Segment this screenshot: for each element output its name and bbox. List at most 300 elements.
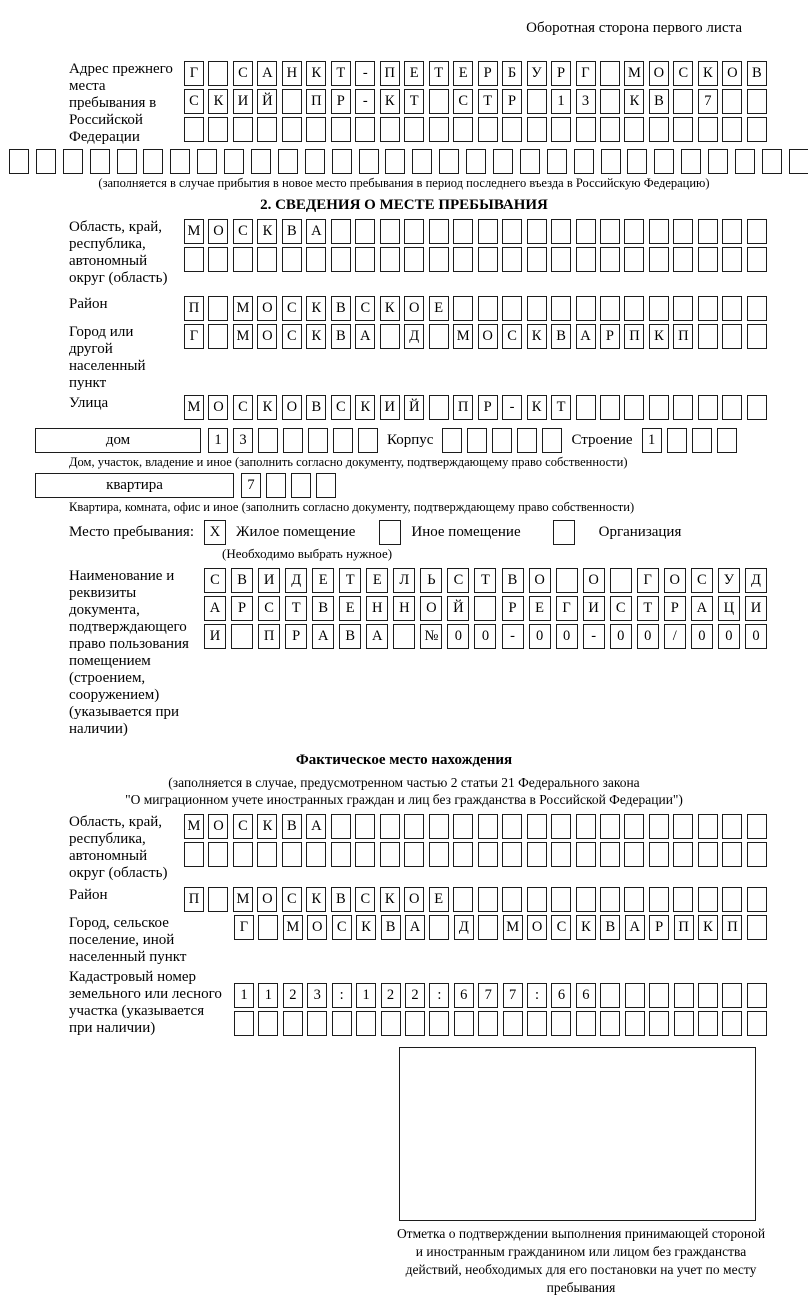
- char-box[interactable]: [429, 814, 449, 839]
- char-box[interactable]: 0: [474, 624, 496, 649]
- char-box[interactable]: К: [649, 324, 669, 349]
- char-box[interactable]: [547, 149, 567, 174]
- char-box[interactable]: П: [380, 61, 400, 86]
- char-box[interactable]: [576, 296, 596, 321]
- char-box[interactable]: Т: [404, 89, 424, 114]
- char-box[interactable]: У: [527, 61, 547, 86]
- char-box[interactable]: К: [624, 89, 644, 114]
- char-box[interactable]: [266, 473, 286, 498]
- house-type-box[interactable]: дом: [35, 428, 201, 453]
- char-box[interactable]: Г: [637, 568, 659, 593]
- char-box[interactable]: [454, 1011, 474, 1036]
- char-box[interactable]: [478, 1011, 498, 1036]
- char-box[interactable]: [698, 983, 718, 1008]
- char-box[interactable]: [258, 1011, 278, 1036]
- char-box[interactable]: [747, 296, 767, 321]
- char-box[interactable]: [355, 219, 375, 244]
- char-box[interactable]: [316, 473, 336, 498]
- char-box[interactable]: [332, 1011, 352, 1036]
- char-box[interactable]: [574, 149, 594, 174]
- char-box[interactable]: [722, 983, 742, 1008]
- char-box[interactable]: [747, 814, 767, 839]
- char-box[interactable]: К: [208, 89, 228, 114]
- char-box[interactable]: [717, 428, 737, 453]
- char-box[interactable]: В: [231, 568, 253, 593]
- char-box[interactable]: [429, 324, 449, 349]
- char-box[interactable]: Р: [649, 915, 669, 940]
- char-box[interactable]: К: [306, 324, 326, 349]
- char-box[interactable]: М: [184, 814, 204, 839]
- char-box[interactable]: О: [307, 915, 327, 940]
- char-box[interactable]: [439, 149, 459, 174]
- char-box[interactable]: А: [355, 324, 375, 349]
- char-box[interactable]: П: [673, 324, 693, 349]
- char-box[interactable]: Т: [637, 596, 659, 621]
- char-box[interactable]: П: [453, 395, 473, 420]
- char-box[interactable]: Н: [282, 61, 302, 86]
- char-box[interactable]: С: [691, 568, 713, 593]
- char-box[interactable]: [625, 983, 645, 1008]
- char-box[interactable]: [258, 428, 278, 453]
- char-box[interactable]: [673, 814, 693, 839]
- char-box[interactable]: [429, 117, 449, 142]
- char-box[interactable]: :: [429, 983, 449, 1008]
- char-box[interactable]: [576, 117, 596, 142]
- char-box[interactable]: [466, 149, 486, 174]
- char-box[interactable]: А: [366, 624, 388, 649]
- organization-checkbox[interactable]: [553, 520, 575, 545]
- char-box[interactable]: [404, 117, 424, 142]
- char-box[interactable]: С: [282, 296, 302, 321]
- char-box[interactable]: Т: [285, 596, 307, 621]
- char-box[interactable]: [251, 149, 271, 174]
- char-box[interactable]: С: [204, 568, 226, 593]
- char-box[interactable]: Т: [551, 395, 571, 420]
- char-box[interactable]: [722, 247, 742, 272]
- char-box[interactable]: [517, 428, 537, 453]
- char-box[interactable]: А: [625, 915, 645, 940]
- char-box[interactable]: [698, 814, 718, 839]
- char-box[interactable]: 1: [642, 428, 662, 453]
- char-box[interactable]: [747, 117, 767, 142]
- char-box[interactable]: [649, 983, 669, 1008]
- char-box[interactable]: В: [649, 89, 669, 114]
- char-box[interactable]: [735, 149, 755, 174]
- char-box[interactable]: [722, 324, 742, 349]
- char-box[interactable]: Г: [556, 596, 578, 621]
- char-box[interactable]: [747, 324, 767, 349]
- char-box[interactable]: 0: [610, 624, 632, 649]
- char-box[interactable]: [63, 149, 83, 174]
- char-box[interactable]: А: [312, 624, 334, 649]
- char-box[interactable]: [627, 149, 647, 174]
- char-box[interactable]: М: [233, 296, 253, 321]
- char-box[interactable]: [332, 149, 352, 174]
- char-box[interactable]: [478, 915, 498, 940]
- char-box[interactable]: [747, 395, 767, 420]
- char-box[interactable]: Й: [257, 89, 277, 114]
- char-box[interactable]: [625, 1011, 645, 1036]
- char-box[interactable]: [502, 247, 522, 272]
- char-box[interactable]: Е: [529, 596, 551, 621]
- char-box[interactable]: [385, 149, 405, 174]
- char-box[interactable]: А: [204, 596, 226, 621]
- char-box[interactable]: Е: [429, 887, 449, 912]
- char-box[interactable]: К: [527, 395, 547, 420]
- char-box[interactable]: С: [355, 887, 375, 912]
- char-box[interactable]: В: [312, 596, 334, 621]
- char-box[interactable]: [722, 814, 742, 839]
- char-box[interactable]: М: [184, 219, 204, 244]
- char-box[interactable]: [492, 428, 512, 453]
- char-box[interactable]: [184, 117, 204, 142]
- char-box[interactable]: С: [331, 395, 351, 420]
- char-box[interactable]: [747, 887, 767, 912]
- char-box[interactable]: [673, 117, 693, 142]
- char-box[interactable]: [257, 117, 277, 142]
- char-box[interactable]: [208, 842, 228, 867]
- char-box[interactable]: П: [184, 296, 204, 321]
- char-box[interactable]: 7: [698, 89, 718, 114]
- char-box[interactable]: К: [527, 324, 547, 349]
- char-box[interactable]: Е: [312, 568, 334, 593]
- char-box[interactable]: [698, 324, 718, 349]
- char-box[interactable]: [429, 247, 449, 272]
- char-box[interactable]: М: [453, 324, 473, 349]
- char-box[interactable]: [542, 428, 562, 453]
- char-box[interactable]: О: [420, 596, 442, 621]
- char-box[interactable]: В: [381, 915, 401, 940]
- char-box[interactable]: О: [404, 296, 424, 321]
- char-box[interactable]: [600, 983, 620, 1008]
- char-box[interactable]: [355, 814, 375, 839]
- char-box[interactable]: [600, 887, 620, 912]
- char-box[interactable]: [453, 887, 473, 912]
- char-box[interactable]: [624, 395, 644, 420]
- char-box[interactable]: [722, 395, 742, 420]
- char-box[interactable]: [520, 149, 540, 174]
- char-box[interactable]: [649, 117, 669, 142]
- char-box[interactable]: М: [184, 395, 204, 420]
- char-box[interactable]: [722, 842, 742, 867]
- char-box[interactable]: О: [257, 887, 277, 912]
- char-box[interactable]: 1: [551, 89, 571, 114]
- char-box[interactable]: -: [502, 624, 524, 649]
- char-box[interactable]: [429, 219, 449, 244]
- char-box[interactable]: [429, 1011, 449, 1036]
- char-box[interactable]: [333, 428, 353, 453]
- char-box[interactable]: [556, 568, 578, 593]
- char-box[interactable]: К: [576, 915, 596, 940]
- char-box[interactable]: [429, 395, 449, 420]
- char-box[interactable]: Г: [234, 915, 254, 940]
- char-box[interactable]: [478, 219, 498, 244]
- char-box[interactable]: О: [208, 814, 228, 839]
- char-box[interactable]: 0: [637, 624, 659, 649]
- char-box[interactable]: [233, 117, 253, 142]
- char-box[interactable]: К: [306, 887, 326, 912]
- char-box[interactable]: [600, 842, 620, 867]
- char-box[interactable]: [305, 149, 325, 174]
- char-box[interactable]: [453, 219, 473, 244]
- char-box[interactable]: [355, 247, 375, 272]
- char-box[interactable]: О: [527, 915, 547, 940]
- char-box[interactable]: [258, 915, 278, 940]
- char-box[interactable]: [624, 219, 644, 244]
- char-box[interactable]: [478, 842, 498, 867]
- char-box[interactable]: [649, 842, 669, 867]
- char-box[interactable]: [197, 149, 217, 174]
- char-box[interactable]: С: [233, 814, 253, 839]
- char-box[interactable]: [600, 89, 620, 114]
- char-box[interactable]: Е: [429, 296, 449, 321]
- char-box[interactable]: [405, 1011, 425, 1036]
- char-box[interactable]: А: [306, 814, 326, 839]
- char-box[interactable]: [453, 842, 473, 867]
- char-box[interactable]: И: [258, 568, 280, 593]
- char-box[interactable]: [356, 1011, 376, 1036]
- char-box[interactable]: Т: [339, 568, 361, 593]
- char-box[interactable]: [208, 117, 228, 142]
- char-box[interactable]: [600, 296, 620, 321]
- char-box[interactable]: [527, 1011, 547, 1036]
- char-box[interactable]: А: [576, 324, 596, 349]
- char-box[interactable]: [380, 219, 400, 244]
- char-box[interactable]: [478, 247, 498, 272]
- char-box[interactable]: О: [282, 395, 302, 420]
- char-box[interactable]: С: [282, 887, 302, 912]
- char-box[interactable]: [380, 842, 400, 867]
- char-box[interactable]: Л: [393, 568, 415, 593]
- char-box[interactable]: Р: [478, 395, 498, 420]
- char-box[interactable]: [233, 842, 253, 867]
- char-box[interactable]: [359, 149, 379, 174]
- char-box[interactable]: К: [698, 61, 718, 86]
- char-box[interactable]: -: [355, 89, 375, 114]
- char-box[interactable]: [624, 117, 644, 142]
- char-box[interactable]: П: [306, 89, 326, 114]
- char-box[interactable]: В: [502, 568, 524, 593]
- char-box[interactable]: [551, 296, 571, 321]
- char-box[interactable]: [722, 296, 742, 321]
- char-box[interactable]: 0: [718, 624, 740, 649]
- char-box[interactable]: [412, 149, 432, 174]
- char-box[interactable]: А: [257, 61, 277, 86]
- char-box[interactable]: 0: [556, 624, 578, 649]
- char-box[interactable]: [551, 117, 571, 142]
- char-box[interactable]: -: [355, 61, 375, 86]
- char-box[interactable]: [624, 247, 644, 272]
- char-box[interactable]: [698, 117, 718, 142]
- char-box[interactable]: [673, 296, 693, 321]
- char-box[interactable]: 0: [529, 624, 551, 649]
- char-box[interactable]: [233, 247, 253, 272]
- char-box[interactable]: [527, 89, 547, 114]
- char-box[interactable]: Т: [478, 89, 498, 114]
- char-box[interactable]: О: [404, 887, 424, 912]
- char-box[interactable]: [331, 219, 351, 244]
- char-box[interactable]: [667, 428, 687, 453]
- char-box[interactable]: [576, 1011, 596, 1036]
- char-box[interactable]: [698, 247, 718, 272]
- char-box[interactable]: [649, 1011, 669, 1036]
- char-box[interactable]: [429, 89, 449, 114]
- char-box[interactable]: [624, 296, 644, 321]
- apartment-type-box[interactable]: квартира: [35, 473, 234, 498]
- char-box[interactable]: [502, 117, 522, 142]
- char-box[interactable]: -: [502, 395, 522, 420]
- char-box[interactable]: [478, 814, 498, 839]
- char-box[interactable]: О: [478, 324, 498, 349]
- char-box[interactable]: [576, 887, 596, 912]
- char-box[interactable]: У: [718, 568, 740, 593]
- char-box[interactable]: 0: [691, 624, 713, 649]
- char-box[interactable]: [208, 247, 228, 272]
- char-box[interactable]: [9, 149, 29, 174]
- char-box[interactable]: Р: [231, 596, 253, 621]
- char-box[interactable]: И: [233, 89, 253, 114]
- char-box[interactable]: Ь: [420, 568, 442, 593]
- char-box[interactable]: -: [583, 624, 605, 649]
- char-box[interactable]: А: [306, 219, 326, 244]
- char-box[interactable]: О: [722, 61, 742, 86]
- char-box[interactable]: [681, 149, 701, 174]
- char-box[interactable]: 1: [234, 983, 254, 1008]
- char-box[interactable]: [649, 814, 669, 839]
- char-box[interactable]: В: [747, 61, 767, 86]
- char-box[interactable]: П: [624, 324, 644, 349]
- char-box[interactable]: [551, 1011, 571, 1036]
- char-box[interactable]: 0: [447, 624, 469, 649]
- char-box[interactable]: [117, 149, 137, 174]
- char-box[interactable]: [674, 1011, 694, 1036]
- char-box[interactable]: Р: [478, 61, 498, 86]
- char-box[interactable]: С: [184, 89, 204, 114]
- char-box[interactable]: 6: [454, 983, 474, 1008]
- char-box[interactable]: [282, 89, 302, 114]
- char-box[interactable]: [698, 395, 718, 420]
- char-box[interactable]: [306, 842, 326, 867]
- char-box[interactable]: [747, 1011, 767, 1036]
- char-box[interactable]: В: [282, 219, 302, 244]
- char-box[interactable]: С: [233, 395, 253, 420]
- char-box[interactable]: О: [208, 219, 228, 244]
- char-box[interactable]: [208, 296, 228, 321]
- char-box[interactable]: [306, 117, 326, 142]
- char-box[interactable]: К: [306, 61, 326, 86]
- char-box[interactable]: [527, 219, 547, 244]
- char-box[interactable]: Е: [404, 61, 424, 86]
- char-box[interactable]: М: [233, 887, 253, 912]
- char-box[interactable]: [527, 842, 547, 867]
- char-box[interactable]: [600, 395, 620, 420]
- char-box[interactable]: [224, 149, 244, 174]
- char-box[interactable]: [673, 89, 693, 114]
- char-box[interactable]: Г: [184, 324, 204, 349]
- char-box[interactable]: [283, 1011, 303, 1036]
- char-box[interactable]: [698, 219, 718, 244]
- char-box[interactable]: К: [355, 395, 375, 420]
- char-box[interactable]: О: [529, 568, 551, 593]
- char-box[interactable]: [624, 814, 644, 839]
- char-box[interactable]: [527, 887, 547, 912]
- char-box[interactable]: [282, 117, 302, 142]
- char-box[interactable]: А: [691, 596, 713, 621]
- char-box[interactable]: [404, 814, 424, 839]
- char-box[interactable]: Й: [404, 395, 424, 420]
- char-box[interactable]: 0: [745, 624, 767, 649]
- char-box[interactable]: [747, 842, 767, 867]
- char-box[interactable]: [624, 887, 644, 912]
- char-box[interactable]: В: [331, 296, 351, 321]
- char-box[interactable]: [722, 887, 742, 912]
- char-box[interactable]: К: [257, 219, 277, 244]
- char-box[interactable]: 3: [233, 428, 253, 453]
- char-box[interactable]: Д: [745, 568, 767, 593]
- char-box[interactable]: [551, 814, 571, 839]
- char-box[interactable]: [278, 149, 298, 174]
- char-box[interactable]: Б: [502, 61, 522, 86]
- char-box[interactable]: [283, 428, 303, 453]
- char-box[interactable]: [380, 814, 400, 839]
- char-box[interactable]: И: [745, 596, 767, 621]
- char-box[interactable]: С: [673, 61, 693, 86]
- char-box[interactable]: 2: [405, 983, 425, 1008]
- char-box[interactable]: [282, 247, 302, 272]
- char-box[interactable]: Р: [331, 89, 351, 114]
- char-box[interactable]: [698, 296, 718, 321]
- char-box[interactable]: [478, 296, 498, 321]
- char-box[interactable]: [649, 296, 669, 321]
- char-box[interactable]: [429, 915, 449, 940]
- char-box[interactable]: [673, 219, 693, 244]
- char-box[interactable]: [502, 219, 522, 244]
- char-box[interactable]: [654, 149, 674, 174]
- char-box[interactable]: [600, 61, 620, 86]
- char-box[interactable]: [527, 296, 547, 321]
- char-box[interactable]: Г: [184, 61, 204, 86]
- char-box[interactable]: 1: [258, 983, 278, 1008]
- char-box[interactable]: С: [355, 296, 375, 321]
- char-box[interactable]: [467, 428, 487, 453]
- char-box[interactable]: [551, 887, 571, 912]
- char-box[interactable]: В: [331, 324, 351, 349]
- char-box[interactable]: П: [184, 887, 204, 912]
- char-box[interactable]: [331, 117, 351, 142]
- char-box[interactable]: [722, 117, 742, 142]
- char-box[interactable]: [404, 842, 424, 867]
- char-box[interactable]: [747, 983, 767, 1008]
- char-box[interactable]: В: [339, 624, 361, 649]
- char-box[interactable]: [282, 842, 302, 867]
- char-box[interactable]: А: [405, 915, 425, 940]
- char-box[interactable]: [380, 117, 400, 142]
- residential-checkbox[interactable]: X: [204, 520, 226, 545]
- char-box[interactable]: Н: [366, 596, 388, 621]
- char-box[interactable]: Й: [447, 596, 469, 621]
- char-box[interactable]: 3: [576, 89, 596, 114]
- char-box[interactable]: 7: [478, 983, 498, 1008]
- char-box[interactable]: [257, 247, 277, 272]
- char-box[interactable]: К: [698, 915, 718, 940]
- char-box[interactable]: 7: [241, 473, 261, 498]
- char-box[interactable]: В: [331, 887, 351, 912]
- char-box[interactable]: [331, 814, 351, 839]
- char-box[interactable]: [527, 814, 547, 839]
- char-box[interactable]: [789, 149, 808, 174]
- char-box[interactable]: [722, 89, 742, 114]
- char-box[interactable]: [404, 219, 424, 244]
